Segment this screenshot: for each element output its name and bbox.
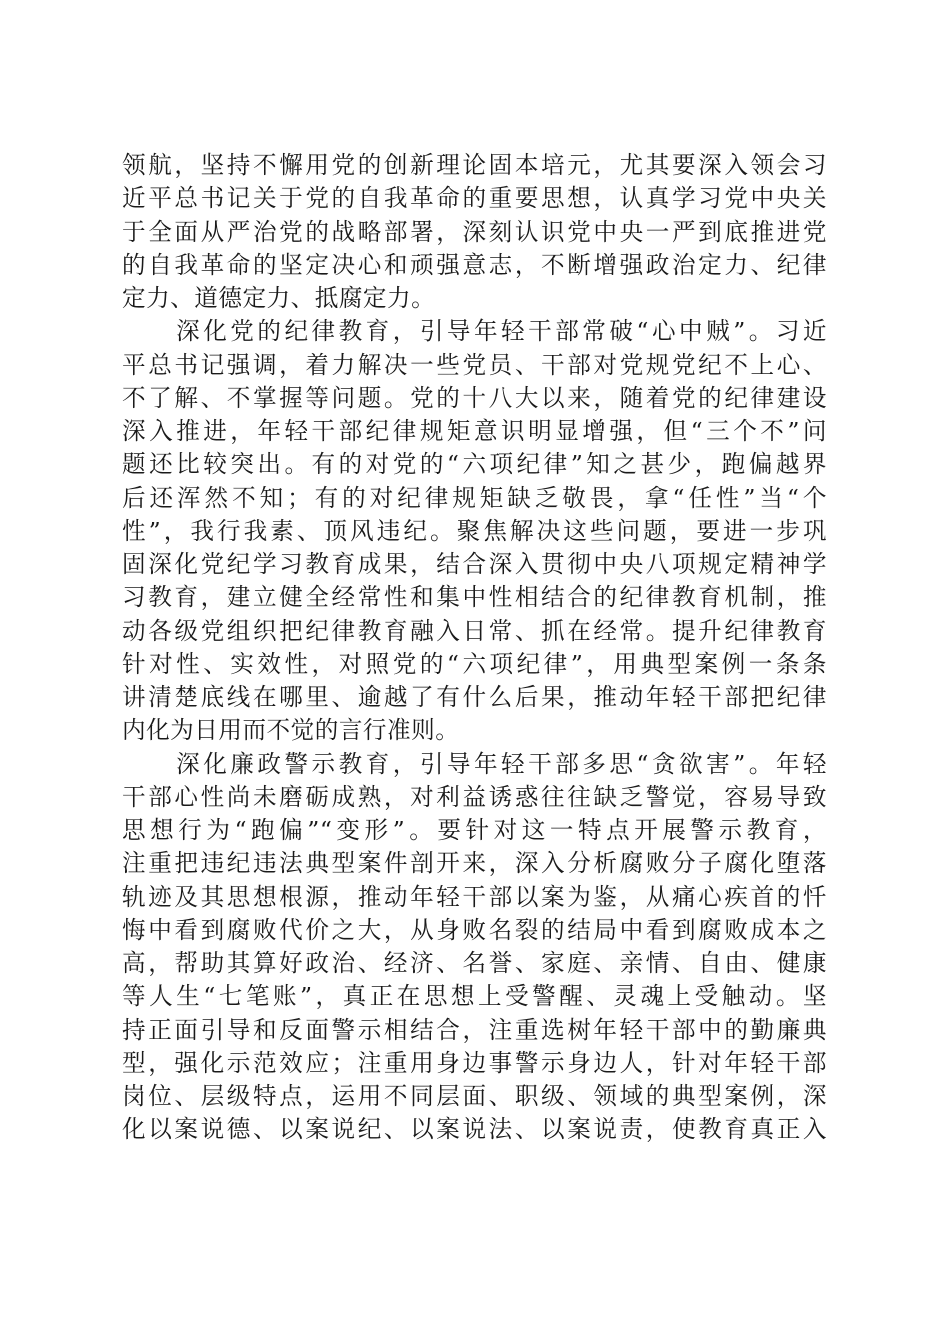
text-line: 针对性、实效性，对照党的“六项纪律”，用典型案例一条条: [122, 649, 827, 678]
document-body: [122, 149, 827, 1147]
text-line: 干部心性尚未磨砺成熟，对利益诱惑往往缺乏警觉，容易导致: [122, 782, 827, 811]
text-line: 思想行为“跑偏”“变形”。要针对这一特点开展警示教育，: [122, 816, 827, 844]
text-line: 定力、道德定力、抵腐定力。: [122, 284, 436, 312]
text-line: 动各级党组织把纪律教育融入日常、抓在经常。提升纪律教育: [122, 616, 827, 645]
text-line: 习教育，建立健全经常性和集中性相结合的纪律教育机制，推: [122, 583, 827, 612]
text-line: 近平总书记关于党的自我革命的重要思想，认真学习党中央关: [122, 184, 827, 213]
text-line: 题还比较突出。有的对党的“六项纪律”知之甚少，跑偏越界: [122, 450, 827, 479]
text-line: 性”，我行我素、顶风违纪。聚焦解决这些问题，要进一步巩: [122, 516, 827, 545]
text-line: 等人生“七笔账”，真正在思想上受警醒、灵魂上受触动。坚: [122, 982, 827, 1011]
text-line: 内化为日用而不觉的言行准则。: [122, 716, 460, 745]
text-line: 悔中看到腐败代价之大，从身败名裂的结局中看到腐败成本之: [122, 915, 827, 944]
text-line: 型，强化示范效应；注重用身边事警示身边人，针对年轻干部: [122, 1048, 827, 1077]
text-line: 领航，坚持不懈用党的创新理论固本培元，尤其要深入领会习: [122, 151, 827, 179]
text-line: 固深化党纪学习教育成果，结合深入贯彻中央八项规定精神学: [122, 550, 827, 578]
text-line: 讲清楚底线在哪里、逾越了有什么后果，推动年轻干部把纪律: [122, 683, 827, 711]
text-line: 深入推进，年轻干部纪律规矩意识明显增强，但“三个不”问: [122, 417, 827, 445]
text-line: 于全面从严治党的战略部署，深刻认识党中央一严到底推进党: [122, 217, 827, 246]
text-line: 深化党的纪律教育，引导年轻干部常破“心中贼”。习近: [122, 317, 827, 346]
text-line: 深化廉政警示教育，引导年轻干部多思“贪欲害”。年轻: [122, 749, 827, 778]
text-line: 注重把违纪违法典型案件剖开来，深入分析腐败分子腐化堕落: [122, 849, 827, 878]
text-line: 的自我革命的坚定决心和顽强意志，不断增强政治定力、纪律: [122, 250, 827, 279]
text-line: 平总书记强调，着力解决一些党员、干部对党规党纪不上心、: [122, 350, 827, 379]
text-line: 后还浑然不知；有的对纪律规矩缺乏敬畏，拿“任性”当“个: [122, 483, 827, 512]
text-line: 持正面引导和反面警示相结合，注重选树年轻干部中的勤廉典: [122, 1015, 827, 1044]
text-line: 岗位、层级特点，运用不同层面、职级、领域的典型案例，深: [122, 1082, 827, 1110]
text-line: 轨迹及其思想根源，推动年轻干部以案为鉴，从痛心疾首的忏: [122, 882, 827, 911]
text-line: 化以案说德、以案说纪、以案说法、以案说责，使教育真正入: [122, 1115, 827, 1144]
text-line: 高，帮助其算好政治、经济、名誉、家庭、亲情、自由、健康: [122, 949, 827, 977]
text-line: 不了解、不掌握等问题。党的十八大以来，随着党的纪律建设: [122, 383, 827, 412]
